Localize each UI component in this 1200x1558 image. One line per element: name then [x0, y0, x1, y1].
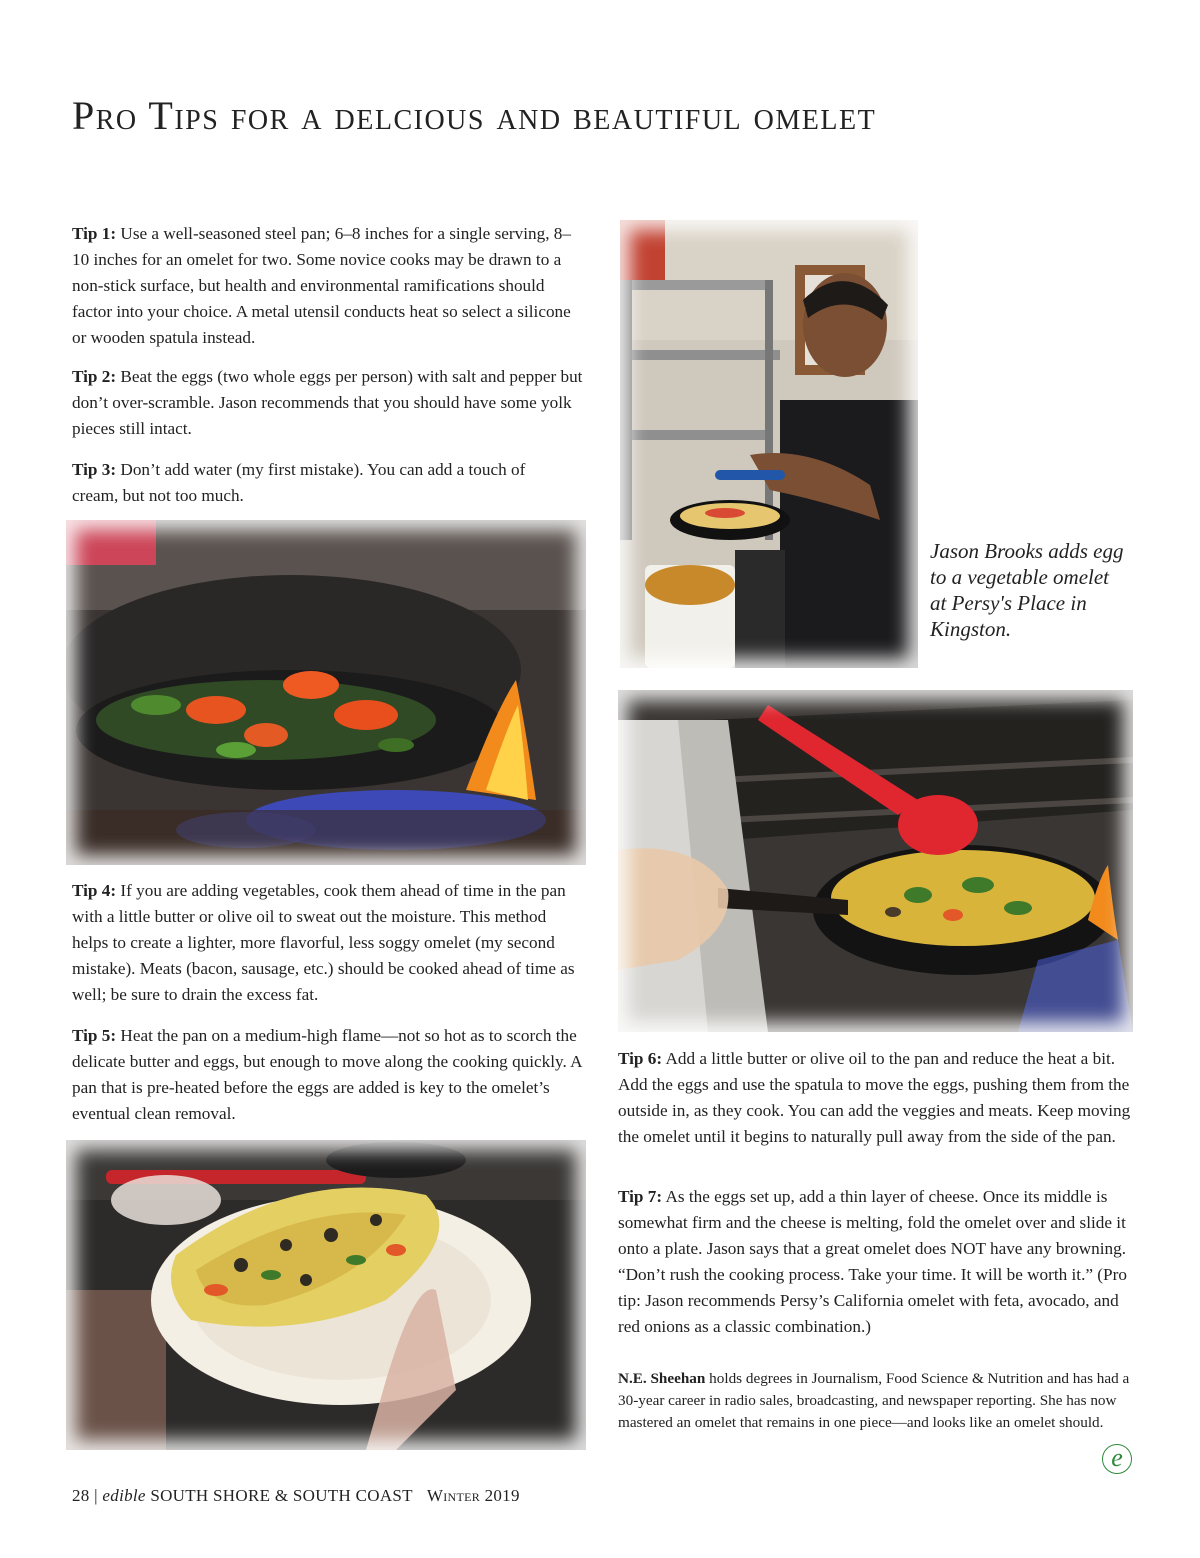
tip-5 — [72, 1023, 592, 1127]
author-name: N.E. Sheehan — [618, 1370, 706, 1387]
tip-2 — [72, 364, 592, 442]
tip-7-label: Tip 7: — [618, 1187, 663, 1206]
tip-1-label: Tip 1: — [72, 224, 117, 243]
footer-issue: Winter 2019 — [426, 1486, 520, 1505]
tip-2-text: Beat the eggs (two whole eggs per person) with salt and pepper but don’t over-scramble. Jason recommends that you should have some yolk pieces still intact. — [72, 367, 583, 438]
photo-omelet-in-pan — [618, 690, 1133, 1032]
photo-jason-brooks — [620, 220, 918, 668]
tip-1 — [72, 221, 582, 351]
photo-plated-omelet — [66, 1140, 586, 1450]
page-number: 28 — [72, 1486, 90, 1505]
tip-4-label: Tip 4: — [72, 881, 117, 900]
tip-6-label: Tip 6: — [618, 1049, 663, 1068]
author-bio — [618, 1368, 1133, 1434]
tip-3 — [72, 457, 562, 509]
photo-caption: Jason Brooks adds egg to a vegetable omelet at Persy's Place in Kingston. — [930, 539, 1124, 641]
tip-3-label: Tip 3: — [72, 460, 117, 479]
tip-3-text: Don’t add water (my first mistake). You can add a touch of cream, but not too much. — [72, 460, 526, 505]
tip-7-text: As the eggs set up, add a thin layer of cheese. Once its middle is somewhat firm and the cheese is melting, fold the omelet over and slide it onto a plate. Jason says that a great omelet does NOT have any browning. “Don’t rush the cooking process. Take your time. It will be worth it.” (Pro tip: Jason recommends Persy’s California omelet with feta, avocado, and red onions as a classic combination.) — [618, 1187, 1127, 1336]
tip-5-label: Tip 5: — [72, 1026, 117, 1045]
tip-6 — [618, 1046, 1138, 1150]
footer-publication: SOUTH SHORE & SOUTH COAST — [145, 1486, 413, 1505]
page-title: Pro Tips for a delcious and beautiful omelet — [72, 93, 877, 138]
page-footer — [72, 1486, 520, 1506]
author-bio-text: holds degrees in Journalism, Food Science & Nutrition and has had a 30-year career in radio sales, broadcasting, and newspaper reporting. She has now mastered an omelet that remains in one piece—and looks like an omelet should. — [618, 1370, 1130, 1431]
tip-1-text: Use a well-seasoned steel pan; 6–8 inches for a single serving, 8–10 inches for an omelet for two. Some novice cooks may be drawn to a non-stick surface, but health and environmental ramifications should factor into your choice. A metal utensil conducts heat so select a silicone or wooden spatula instead. — [72, 224, 571, 347]
tip-5-text: Heat the pan on a medium-high flame—not so hot as to scorch the delicate butter and eggs, but enough to move along the cooking quickly. A pan that is pre-heated before the eggs are added is key to the omelet’s eventual clean removal. — [72, 1026, 582, 1123]
tip-7 — [618, 1184, 1133, 1340]
tip-2-label: Tip 2: — [72, 367, 117, 386]
footer-brand: edible — [102, 1486, 146, 1505]
tip-4 — [72, 878, 582, 1008]
footer-separator: | — [89, 1486, 103, 1505]
tip-4-text: If you are adding vegetables, cook them ahead of time in the pan with a little butter or olive oil to sweat out the moisture. This method helps to create a lighter, more flavorful, less soggy omelet (my second mistake). Meats (bacon, sausage, etc.) should be cooked ahead of time as well; be sure to drain the excess fat. — [72, 881, 575, 1004]
photo-vegetables-in-pan — [66, 520, 586, 865]
tip-6-text: Add a little butter or olive oil to the pan and reduce the heat a bit. Add the eggs and use the spatula to move the eggs, pushing them from the outside in, as they cook. You can add the veggies and meats. Keep moving the omelet until it begins to naturally pull away from the side of the pan. — [618, 1049, 1131, 1146]
edible-logo-icon: e — [1102, 1444, 1132, 1474]
